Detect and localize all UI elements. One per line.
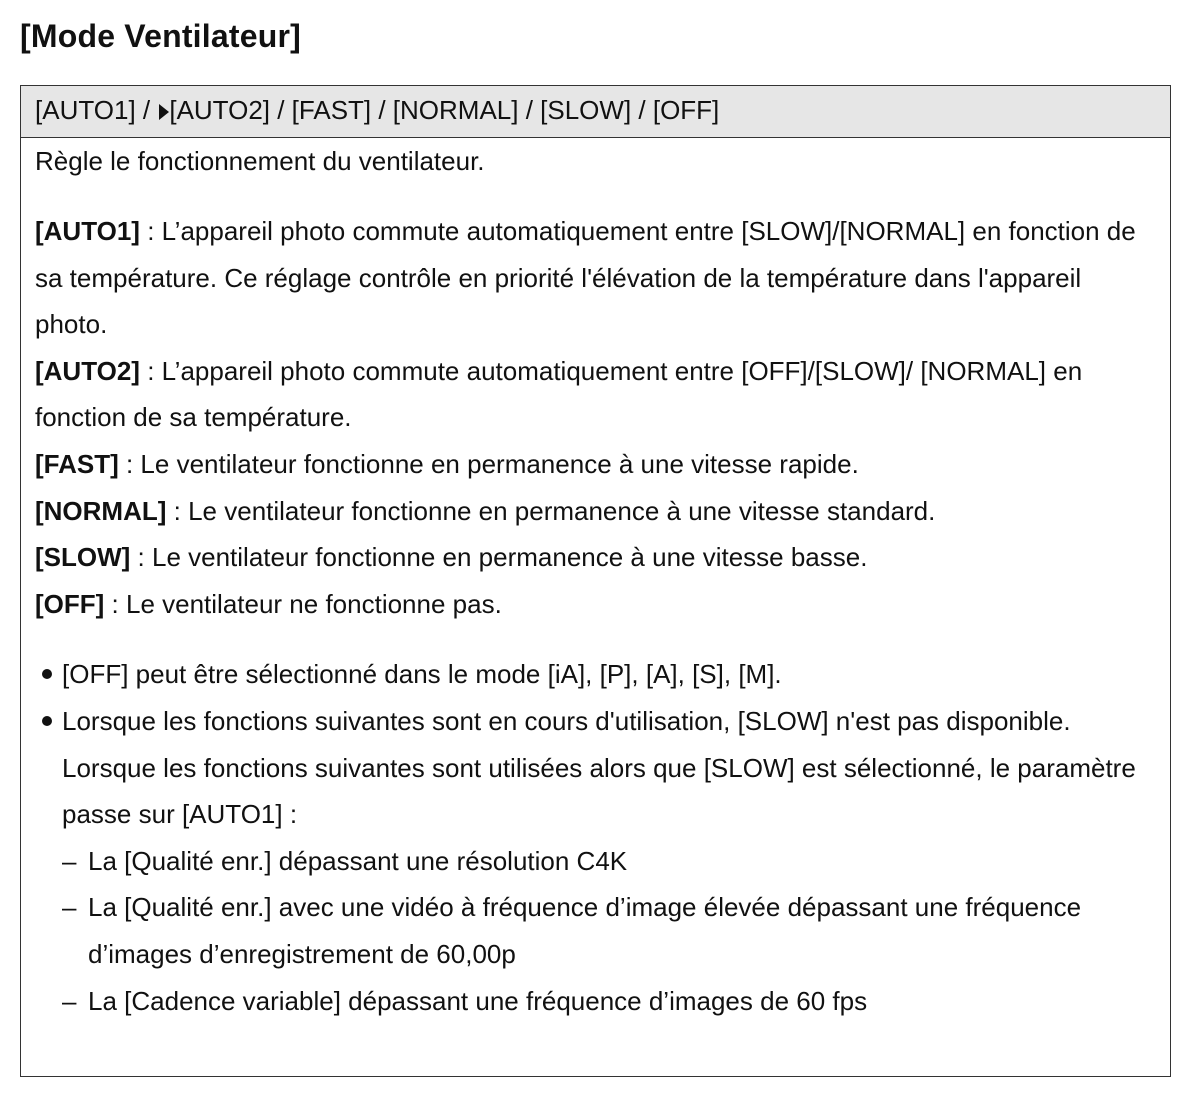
option-desc: : L’appareil photo commute automatiquement entre [SLOW]/[NORMAL] en fonction de sa température. Ce réglage contrôle en priorité l'élévation de la température dans l'appareil photo. [35,216,1136,340]
option-auto2 [35,348,1156,441]
option-key: [SLOW] [35,542,131,573]
bullet-dot-icon [42,669,52,679]
note-bullet [35,651,1156,698]
dash-item-text: La [Qualité enr.] avec une vidéo à fréquence d’image élevée dépassant une fréquence d’images d’enregistrement de 60,00p [88,892,1082,969]
option-key: [OFF] [35,588,105,619]
note-text: [OFF] peut être sélectionné dans le mode [iA], [P], [A], [S], [M]. [62,659,782,690]
option-desc: : Le ventilateur ne fonctionne pas. [104,588,502,619]
triangle-right-icon [159,104,169,120]
dash-item-text: La [Qualité enr.] dépassant une résolution C4K [88,845,628,876]
header-options-prefix: [AUTO1] / [35,95,158,125]
dash-mark: – [62,845,77,876]
setting-box [20,85,1171,1077]
option-desc: : Le ventilateur fonctionne en permanence à une vitesse basse. [130,542,868,573]
option-fast [35,441,1156,488]
dash-item [35,978,1156,1025]
option-desc: : L’appareil photo commute automatiquement entre [OFF]/[SLOW]/ [NORMAL] en fonction de sa température. [35,355,1083,433]
header-options-suffix: [AUTO2] / [FAST] / [NORMAL] / [SLOW] / [OFF] [169,95,720,125]
box-body [21,138,1170,1024]
option-slow [35,534,1156,581]
option-auto1 [35,208,1156,348]
bullet-dot-icon [42,716,52,726]
option-key: [AUTO1] [35,216,140,246]
intro-text: Règle le fonctionnement du ventilateur. [35,146,485,176]
option-list [35,208,1156,627]
option-key: [AUTO2] [35,355,140,386]
note-continuation: Lorsque les fonctions suivantes sont utilisées alors que [SLOW] est sélectionné, le paramètre passe sur [AUTO1] : [62,752,1136,830]
note-text: Lorsque les fonctions suivantes sont en cours d'utilisation, [SLOW] n'est pas disponible. [62,705,1071,736]
notes-section [35,651,1156,1024]
dash-item-text: La [Cadence variable] dépassant une fréquence d’images de 60 fps [88,985,868,1016]
option-desc: : Le ventilateur fonctionne en permanence à une vitesse rapide. [118,448,859,479]
page-title: [Mode Ventilateur] [20,18,301,54]
option-key: [FAST] [35,448,119,479]
option-off [35,581,1156,628]
option-desc: : Le ventilateur fonctionne en permanence à une vitesse standard. [166,495,936,526]
option-normal [35,488,1156,535]
option-key: [NORMAL] [35,495,167,526]
options-header [21,86,1170,138]
dash-item [35,884,1156,977]
dash-mark: – [62,985,77,1016]
dash-mark: – [62,892,77,923]
note-bullet [35,698,1156,745]
dash-item [35,838,1156,885]
